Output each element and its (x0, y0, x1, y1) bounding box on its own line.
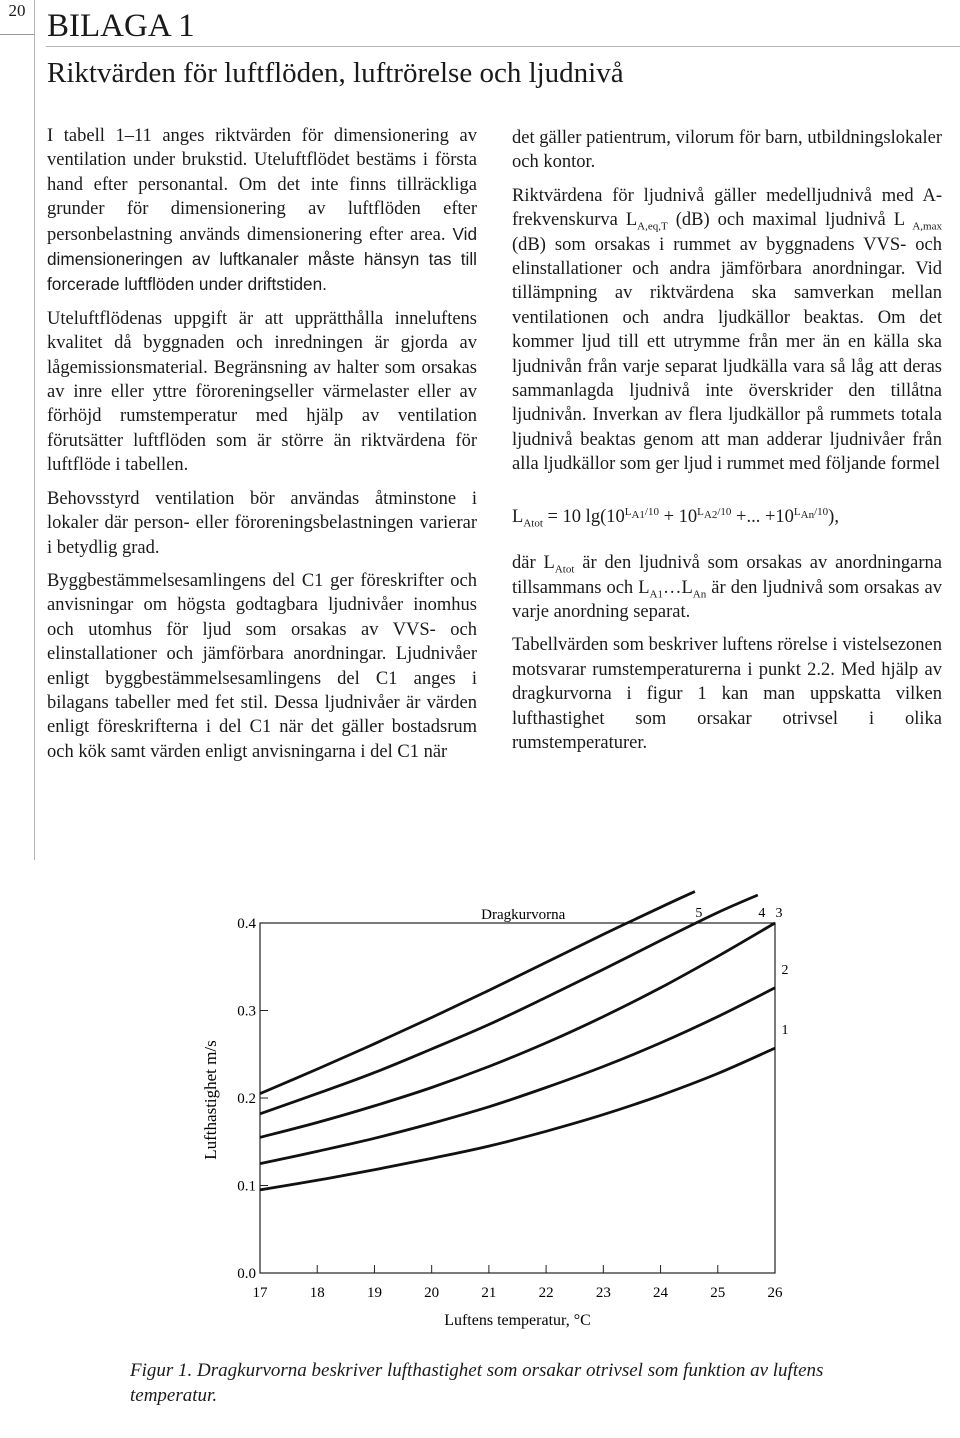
x-tick-label: 25 (710, 1285, 726, 1301)
x-tick-label: 26 (767, 1285, 783, 1301)
figure-caption: Figur 1. Dragkurvorna beskriver lufthastighet som orsakar otrivsel som funktion av luftens temperatur. (130, 1360, 824, 1406)
formula-lhs-sub: Atot (523, 517, 543, 530)
formula-end: ), (828, 506, 839, 527)
p7-sub-c: An (692, 588, 707, 601)
y-tick-label: 0.0 (237, 1266, 256, 1282)
paragraph-8: Tabellvärden som beskriver luftens rörelse i vistelsezonen motsvarar rumstemperaturerna i punkt 2.2. Med hjälp av dragkurvorna i figur 1 kan man uppskatta vilken lufthastighet som orsakar otrivsel i olika rumstemperaturer. (512, 635, 942, 753)
formula-sup2-tail: /10 (717, 505, 732, 518)
p7-text-d: är den ljudnivå som orsakas av varje anordning separat. (512, 577, 942, 622)
paragraph-1-text: I tabell 1–11 anges riktvärden för dimensionering av ventilation under brukstid. Uteluftflödet bestäms i första hand efter personantal. Om det inte finns tillräckliga grunder för dimensionering av luftflöden efter personbelastning används dimensionering efter area. (47, 126, 477, 245)
page-number: 20 (0, 0, 35, 35)
x-tick-label: 24 (653, 1285, 669, 1301)
formula-sup3-tail: /10 (814, 505, 829, 518)
x-tick-label: 17 (252, 1285, 268, 1301)
x-tick-label: 18 (309, 1285, 325, 1301)
left-column (47, 124, 477, 773)
x-tick-label: 23 (595, 1285, 611, 1301)
series-label-2: 2 (781, 962, 789, 978)
margin-rule (34, 0, 35, 860)
draft-curves-chart (190, 890, 810, 1340)
series-label-5: 5 (695, 906, 703, 921)
p7-text-a: där L (512, 553, 555, 574)
formula-eq: = 10 lg(10 (542, 506, 625, 527)
paragraph-1-sans-text: Vid dimensioneringen av luftkanaler måste hänsyn tas till forcerade luftflöden under driftstiden. (47, 223, 477, 295)
x-tick-label: 19 (366, 1285, 382, 1301)
chart-title: Dragkurvorna (481, 907, 566, 923)
formula-plus1: + 10 (658, 506, 698, 527)
formula-sup3: L (793, 505, 801, 518)
page-subheading: Riktvärden för luftflöden, luftrörelse och ljudnivå (47, 57, 624, 89)
paragraph-6 (512, 184, 942, 477)
paragraph-4: Byggbestämmelsesamlingens del C1 ger föreskrifter och anvisningar om högsta godtagbara ljudnivåer inomhus och utomhus för ljud som orsakas av VVS- och elinstallationer och jämförbara anordningar. Ljudnivåer enligt byggbestämmelsesamlingens del C1 anges i bilagans tabeller med fet stil. Dessa ljudnivåer är värden enligt föreskrifterna i del C1 när det gäller bostadsrum och kök samt värden enligt anvisningarna i del C1 när (47, 570, 477, 762)
p7-sub-a: Atot (554, 563, 575, 576)
formula-plus2: +... +10 (731, 506, 794, 527)
formula-sup2: L (697, 505, 704, 518)
x-tick-label: 20 (424, 1285, 440, 1301)
p7-sub-b: A1 (649, 588, 663, 601)
x-axis-label: Luftens temperatur, °C (444, 1312, 591, 1329)
p6-sub-b: A,max (912, 220, 942, 233)
right-column (512, 126, 942, 764)
page-heading: BILAGA 1 (47, 8, 195, 44)
formula-sup1-tail: /10 (644, 505, 659, 518)
p6-text-c: (dB) som orsakas i rummet av byggnadens VVS- och elinstallationer och andra jämförbara anordningar. Vid tillämpning av riktvärdena ska samverkan mellan ventilationen och andra ljudkällor beaktas. Om det kommer ljud till ett utrymme från mer än en källa ska ljudnivån från varje separat ljudkälla vara så låg att deras sammanlagda ljudnivå inte överskrider den tillåtna ljudnivån. Inverkan av flera ljudkällor på rummets totala ljudnivå beaktas genom att man adderar ljudnivåer från alla ljudkällor som ger ljud i rummet med följande formel (512, 234, 942, 475)
formula-lhs: L (512, 506, 524, 527)
formula-sup3-sub: An (800, 508, 815, 521)
series-label-1: 1 (781, 1023, 789, 1039)
y-axis-label: Lufthastighet m/s (201, 1040, 220, 1160)
x-tick-label: 21 (481, 1285, 497, 1301)
series-label-3: 3 (775, 906, 783, 921)
series-line-3 (260, 923, 775, 1137)
p7-text-c: …L (662, 577, 693, 598)
y-tick-label: 0.1 (237, 1178, 256, 1195)
series-line-2 (260, 988, 775, 1164)
series-line-4 (260, 895, 758, 1114)
paragraph-3: Behovsstyrd ventilation bör användas åtminstone i lokaler där person- eller föroreningsbelastningen varierar i betydlig grad. (47, 488, 477, 558)
formula-sup2-sub: A2 (703, 508, 718, 521)
p7-text-b: är den ljudnivå som orsakas av anordningarna tillsammans och L (512, 553, 942, 598)
paragraph-7 (512, 551, 942, 624)
y-tick-label: 0.2 (237, 1091, 256, 1107)
paragraph-1 (47, 124, 477, 298)
p6-text-b: (dB) och maximal ljudnivå L (667, 210, 913, 231)
series-line-5 (260, 892, 695, 1094)
p6-text-a: Riktvärdena för ljudnivå gäller medelljudnivå med A-frekvenskurva L (512, 185, 942, 231)
x-tick-label: 22 (538, 1285, 554, 1301)
series-line-1 (260, 1048, 775, 1190)
paragraph-5: det gäller patientrum, vilorum för barn, utbildningslokaler och kontor. (512, 128, 942, 173)
series-label-4: 4 (758, 906, 766, 921)
paragraph-2: Uteluftflödenas uppgift är att upprätthålla inneluftens kvalitet då byggnaden och inredningen är gjorda av lågemissionsmaterial. Begränsning av halter som orsakas av inre eller yttre föroreningseller värmelaster eller av förhöjd rumstemperatur med hjälp av ventilation förutsätter luftflöden som är större än riktvärdena för luftflöde i tabellen. (47, 308, 477, 476)
heading-rule (46, 46, 960, 47)
y-tick-label: 0.4 (237, 916, 256, 932)
p6-sub-a: A,eq,T (637, 220, 668, 233)
y-tick-label: 0.3 (237, 1003, 256, 1020)
formula-sup1: L (624, 505, 632, 518)
formula-sup1-sub: A1 (631, 508, 645, 521)
sound-level-formula (512, 505, 942, 529)
